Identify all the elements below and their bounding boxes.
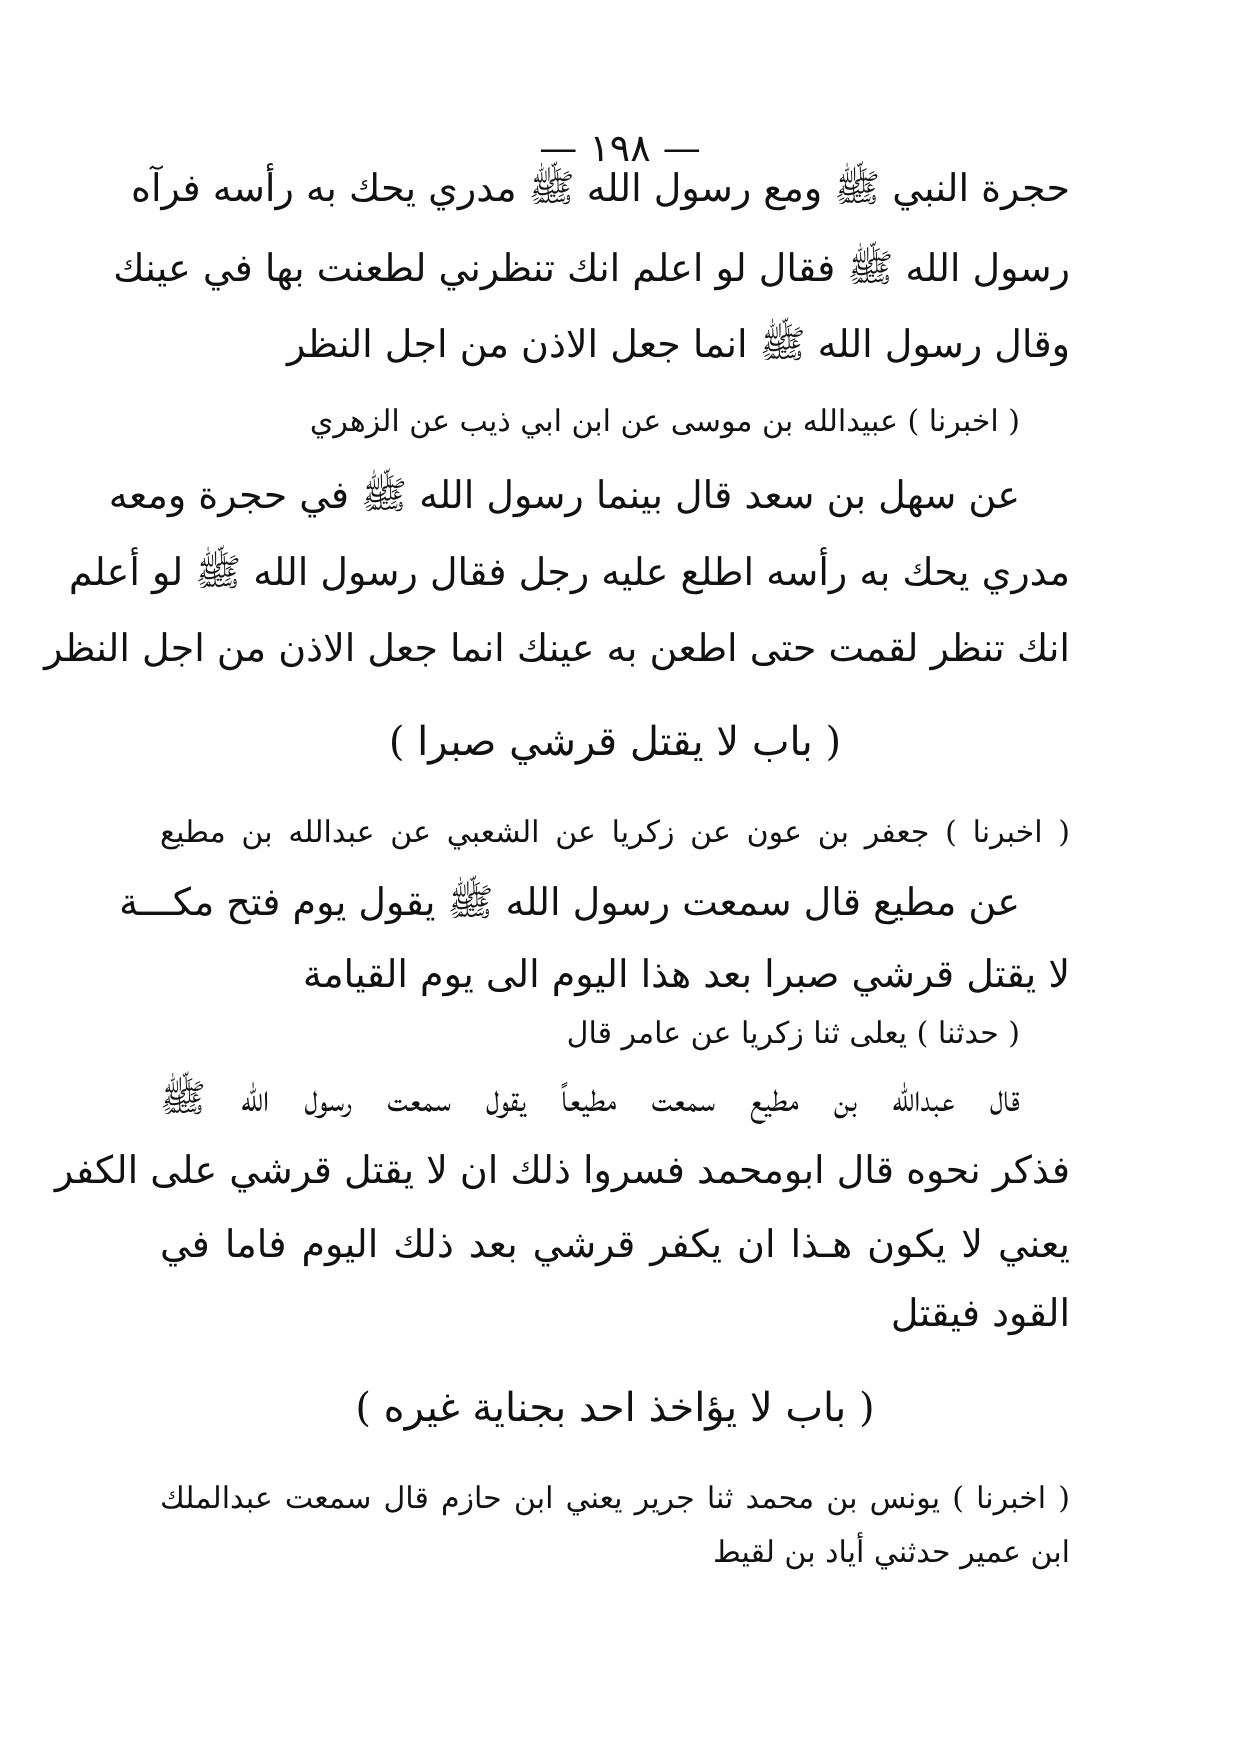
- text-line: لا يقتل قرشي صبرا بعد هذا اليوم الى يوم القيامة: [302, 952, 1070, 996]
- text-line: رسول الله ﷺ فقال لو اعلم انك تنظرني لطعنت بها في عينك: [113, 246, 1070, 290]
- text-line: ( حدثنا ) يعلى ثنا زكريا عن عامر قال: [566, 1016, 1020, 1051]
- text-line: فذكر نحوه قال ابومحمد فسروا ذلك ان لا يقتل قرشي على الكفر: [54, 1148, 1070, 1192]
- text-line: حجرة النبي ﷺ ومع رسول الله ﷺ مدري يحك به رأسه فرآه: [131, 166, 1070, 210]
- page-number: — ١٩٨ —: [539, 126, 701, 170]
- text-line: القود فيقتل: [890, 1291, 1070, 1335]
- text-line: ( اخبرنا ) جعفر بن عون عن زكريا عن الشعبي عن عبدالله بن مطيع: [160, 815, 1070, 850]
- text-line: ابن عمير حدثني أياد بن لقيط: [713, 1535, 1070, 1570]
- text-line: عن سهل بن سعد قال بينما رسول الله ﷺ في حجرة ومعه: [108, 473, 1020, 517]
- text-line: وقال رسول الله ﷺ انما جعل الاذن من اجل النظر: [286, 322, 1070, 366]
- text-line: عن مطيع قال سمعت رسول الله ﷺ يقول يوم فتح مكـــة: [119, 880, 1020, 924]
- text-line: ( اخبرنا ) يونس بن محمد ثنا جرير يعني ابن حازم قال سمعت عبدالملك: [160, 1481, 1070, 1516]
- text-line: يعني لا يكون هـذا ان يكفر قرشي بعد ذلك اليوم فاما في: [160, 1222, 1070, 1266]
- text-line: قال عبدالله بن مطيع سمعت مطيعاً يقول سمعت رسول الله ﷺ: [160, 1076, 1020, 1120]
- text-line: ( اخبرنا ) عبيدالله بن موسى عن ابن ابي ذيب عن الزهري: [309, 404, 1020, 439]
- text-line: مدري يحك به رأسه اطلع عليه رجل فقال رسول الله ﷺ لو أعلم: [68, 550, 1070, 594]
- section-heading: ( باب لا يؤاخذ احد بجناية غيره ): [355, 1385, 875, 1431]
- text-line: انك تنظر لقمت حتى اطعن به عينك انما جعل الاذن من اجل النظر: [44, 626, 1070, 670]
- section-heading: ( باب لا يقتل قرشي صبرا ): [388, 719, 842, 765]
